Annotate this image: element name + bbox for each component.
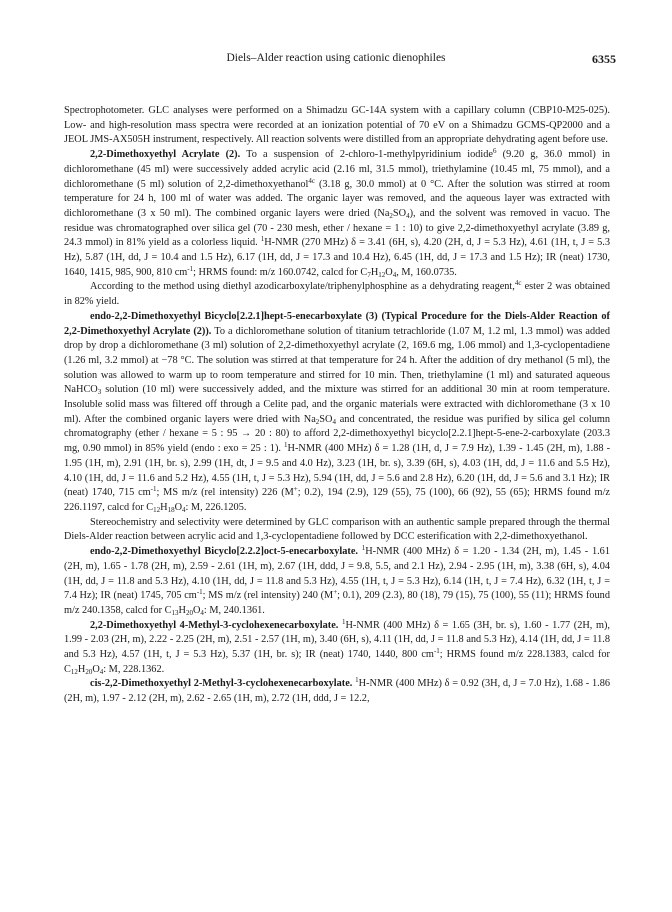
paragraph xyxy=(64,280,610,309)
text-run: H-NMR (400 MHz) δ = 1.65 (3H, br. s), 1.60 - 1.77 (2H, m), 1.99 - 2.03 (2H, m), 2.22 - 2.25 (2H, m), 2.51 - 2.57 (1H, m), 3.40 (6H, s), 4.11 (1H, dd, J = 11.8 and 5.3 Hz), 4.14 (1H, dd, J = 11.8 and 5.3 Hz), 4.57 (1H, t, J = 5.3 Hz), 5.37 (1H, br. s); IR (neat) 1740, 1440, 800 cm xyxy=(64,619,610,661)
text-run: ester 2 was obtained in 82% yield. xyxy=(64,281,610,308)
text-run: Stereochemistry and selectivity were determined by GLC comparison with an authentic sample prepared through the thermal Diels-Alder reaction between acrylic acid and 1,3-cyclopentadiene followed by DCC esterification with 2,2-dimethoxyethanol. xyxy=(64,516,610,543)
subscript: 4 xyxy=(332,417,336,426)
text-run: H xyxy=(77,663,86,675)
text-run: H-NMR (400 MHz) δ = 1.28 (1H, d, J = 7.9 Hz), 1.39 - 1.45 (2H, m), 1.88 - 1.95 (1H, m), 2.91 (1H, br. s), 2.99 (1H, dt, J = 9.5 and 4.0 Hz), 3.23 (1H, br. s), 3.39 (6H, s), 4.03 (1H, dd, J = 11.6 and 5.5 Hz), 4.10 (1H, dd, J = 11.6 and 5.2 Hz), 4.55 (1H, t, J = 5.3 Hz), 5.94 (1H, dd, J = 5.6 and 2.8 Hz), 6.20 (1H, dd, J = 5.6 and 3.1 Hz); IR (neat) 1740, 715 cm xyxy=(64,443,611,499)
text-run: H-NMR (400 MHz) δ = 0.92 (3H, d, J = 7.0 Hz), 1.68 - 1.86 (2H, m), 1.97 - 2.12 (2H, m), 2.62 - 2.65 (1H, m), 2.72 (1H, ddd, J = 12.2, xyxy=(64,678,610,705)
subscript: 4 xyxy=(99,667,104,676)
text-run: H xyxy=(178,604,186,616)
text-run: (3.18 g, 30.0 mmol) at 0 °C. After the solution was stirred at room temperature for 24 h, 100 ml of water was added. The organic layer was removed, and the aqueous layer was extracted with dichloromethane (3 x 50 ml). The combined organic layers were dried (Na xyxy=(64,178,610,219)
subscript: 4 xyxy=(200,608,204,617)
text-run: ; MS m/z (rel intensity) 240 (M xyxy=(202,590,334,602)
compound-heading: endo-2,2-Dimethoxyethyl Bicyclo[2.2.2]oct-5-enecarboxylate. xyxy=(90,546,358,558)
superscript: 6 xyxy=(493,147,497,156)
compound-heading: 2,2-Dimethoxyethyl Acrylate (2). xyxy=(90,149,241,161)
running-title: Diels–Alder reaction using cationic dienophiles xyxy=(226,52,446,64)
paragraph xyxy=(64,677,610,706)
page-number: 6355 xyxy=(592,52,616,66)
subscript: 12 xyxy=(70,667,78,676)
subscript: 20 xyxy=(85,667,93,676)
text-run: O xyxy=(192,604,201,616)
compound-heading: 2,2-Dimethoxyethyl 4-Methyl-3-cyclohexenecarboxylate. xyxy=(90,619,339,631)
superscript: + xyxy=(293,485,298,494)
text-run: ), and the solvent was removed in vacuo. The residue was chromatographed over silica gel (70 - 230 mesh, ether / hexane = 1 : 10) to give 2,2-dimethoxyethyl acrylate (3.89 g, 24.3 mmol) in 81% yield as a colorless liquid. xyxy=(64,207,610,249)
subscript: 7 xyxy=(367,270,371,279)
subscript: 4 xyxy=(392,270,397,279)
text-run: : M, 226.1205. xyxy=(185,501,247,513)
subscript: 4 xyxy=(406,211,410,220)
text-run: H xyxy=(160,501,168,513)
superscript: 1 xyxy=(341,617,346,626)
superscript: 4c xyxy=(308,176,316,185)
subscript: 2 xyxy=(315,417,320,426)
subscript: 18 xyxy=(167,505,175,514)
text-run: H xyxy=(370,266,379,278)
superscript: + xyxy=(333,588,338,597)
superscript: -1 xyxy=(433,647,440,656)
text-run: ; 0.2), 194 (2.9), 129 (55), 75 (100), 66 (92), 55 (65); HRMS found m/z 226.1197, calcd for C xyxy=(64,487,610,513)
text-run: H-NMR (270 MHz) δ = 3.41 (6H, s), 4.20 (2H, d, J = 5.3 Hz), 4.61 (1H, t, J = 5.3 Hz), 5.87 (1H, dd, J = 10.4 and 1.5 Hz), 6.17 (1H, dd, J = 17.3 and 10.4 Hz), 6.45 (1H, dd, J = 17.3 and 1.5 Hz); IR (neat) 1730, 1640, 1415, 985, 900, 810 cm xyxy=(64,237,610,278)
text-run: O xyxy=(385,266,393,278)
paragraph xyxy=(64,619,610,678)
text-run: H-NMR (400 MHz) δ = 1.20 - 1.34 (2H, m), 1.45 - 1.61 (2H, m), 1.65 - 1.78 (2H, m), 2.59 - 2.61 (1H, m), 2.67 (1H, ddd, J = 9.8, 5.5, and 2.1 Hz), 2.94 - 2.95 (1H, m), 3.38 (6H, s), 4.04 (1H, dd, J = 11.8 and 5.3 Hz), 4.10 (1H, dd, J = 11.8 and 5.3 Hz), 4.55 (1H, t, J = 5.3 Hz), 6.14 (1H, t, J = 7.4 Hz), 6.32 (1H, t, J = 7.4 Hz); IR (neat) 1745, 705 cm xyxy=(64,546,610,602)
superscript: -1 xyxy=(187,264,194,273)
text-run: and concentrated, the residue was purified by silica gel column chromatography (ether / hexane = 5 : 95 → 20 : 80) to afford 2,2-dimethoxyethyl bicyclo[2.2.1]hept-5-ene-2-carboxylate (203.3 mg, 0.90 mmol) in 85% yield (endo : exo = 25 : 1). xyxy=(64,413,610,455)
text-run: ; MS m/z (rel intensity) 226 (M xyxy=(156,487,294,499)
text-run: To a dichloromethane solution of titanium tetrachloride (1.07 M, 1.2 ml, 1.3 mmol) was added drop by drop a dichloromethane (3 ml) solution of 2,2-dimethoxyethyl acrylate (2, 169.6 mg, 1.06 mmol) and 1,3-cyclopentadiene (1.26 ml, 3.2 mmol) at −78 °C. The solution was stirred at that temperature for 24 h. After the addition of dry methanol (5 ml), the solution was allowed to warm up to room temperature and stirred for 10 min. Then, triethylamine (1 ml) and saturated aqueous NaHCO xyxy=(64,325,611,396)
superscript: -1 xyxy=(196,588,203,597)
text-run: To a suspension of 2-chloro-1-methylpyridinium iodide xyxy=(240,149,494,161)
superscript: -1 xyxy=(150,485,157,494)
text-run: ; HRMS found: m/z 160.0742, calcd for C xyxy=(193,266,368,278)
text-run: (9.20 g, 36.0 mmol) in dichloromethane (45 ml) were successively added acrylic acid (2.16 ml, 31.5 mmol), triethylamine (10.45 ml, 75 mmol), and a dichloromethane (5 ml) solution of 2,2-dimethoxyethanol xyxy=(64,149,610,190)
text-run: SO xyxy=(392,207,407,219)
paragraph xyxy=(64,104,610,148)
subscript: 4 xyxy=(182,505,186,514)
superscript: 1 xyxy=(361,544,366,553)
subscript: 13 xyxy=(171,608,179,617)
superscript: 4c xyxy=(514,279,522,288)
paragraph xyxy=(64,310,610,516)
compound-heading: endo-2,2-Dimethoxyethyl Bicyclo[2.2.1]hept-5-enecarboxylate (3) (Typical Procedure for the Diels-Alder Reaction of 2,2-Dimethoxyethyl Acrylate (2)). xyxy=(64,310,610,337)
subscript: 2 xyxy=(389,211,393,220)
text-run: ; 0.1), 209 (2.3), 80 (18), 79 (15), 75 (100), 55 (11); HRMS found m/z 240.1358, calcd for C xyxy=(64,590,610,616)
subscript: 20 xyxy=(185,608,193,617)
text-run: , M, 160.0735. xyxy=(396,266,457,278)
compound-heading: cis-2,2-Dimethoxyethyl 2-Methyl-3-cyclohexenecarboxylate. xyxy=(90,678,353,690)
text-run: : M, 228.1362. xyxy=(103,663,165,675)
text-run: Spectrophotometer. GLC analyses were performed on a Shimadzu GC-14A system with a capillary column (CBP10-M25-025). Low- and high-resolution mass spectra were recorded at an ionization potential of 70 eV on a Shimadzu GCMS-QP2000 and a JEOL JMS-AX505H instrument, respectively. All reaction solvents were distilled from an appropriate dehydrating agent before use. xyxy=(64,105,610,146)
paragraph xyxy=(64,148,610,280)
text-run: SO xyxy=(319,413,333,425)
text-run: : M, 240.1361. xyxy=(203,604,265,616)
body-text xyxy=(64,104,610,707)
paragraph xyxy=(64,516,610,545)
superscript: 1 xyxy=(284,441,288,450)
text-run: According to the method using diethyl azodicarboxylate/triphenylphosphine as a dehydrating reagent, xyxy=(90,281,515,293)
subscript: 12 xyxy=(153,505,161,514)
subscript: 3 xyxy=(97,388,102,397)
text-run: O xyxy=(92,663,100,675)
superscript: 1 xyxy=(355,676,359,685)
text-run: solution (10 ml) were successively added, and the mixture was stirred for an additional 30 min at room temperature. Insoluble solid mass was filtered off through a Celite pad, and the organic materials were extracted with dichloromethane (3 x 10 ml). After the combined organic layers were dried with Na xyxy=(64,384,610,425)
text-run: O xyxy=(174,501,182,513)
running-header xyxy=(0,52,672,68)
text-run: ; HRMS found m/z 228.1383, calcd for C xyxy=(64,649,610,675)
paragraph xyxy=(64,545,610,619)
superscript: 1 xyxy=(260,235,265,244)
subscript: 12 xyxy=(378,270,386,279)
